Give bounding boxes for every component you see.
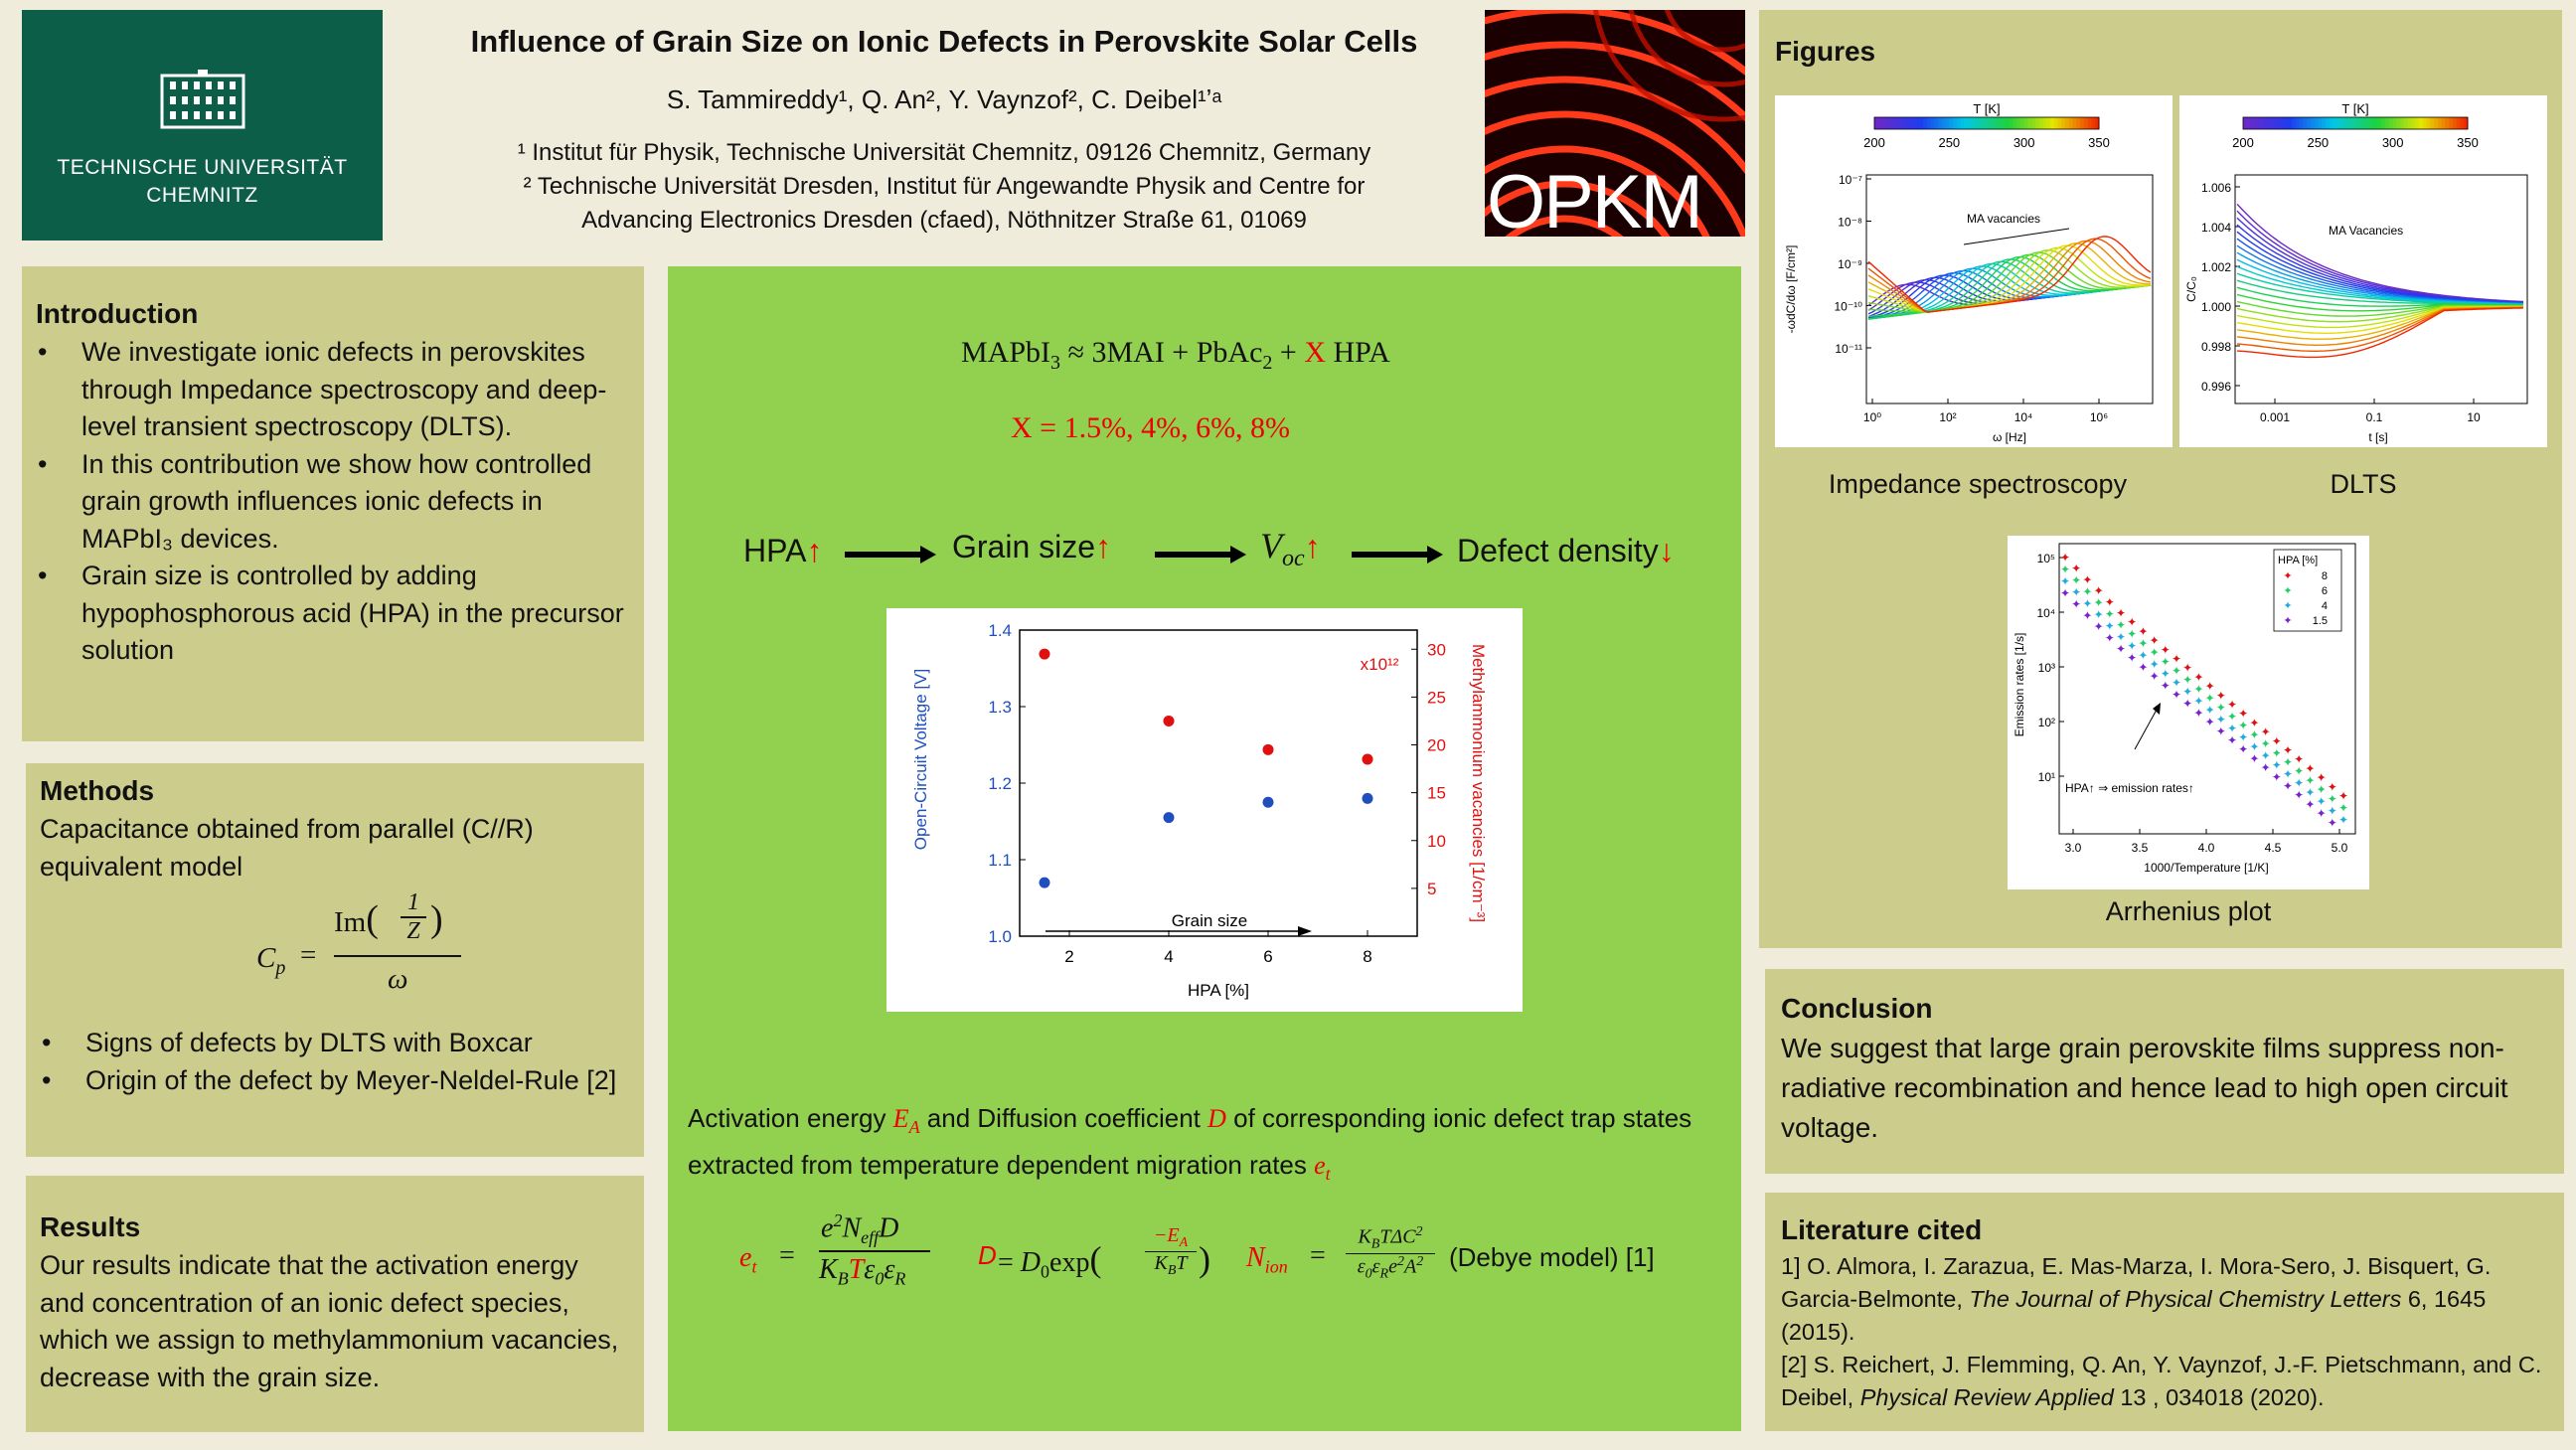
arrhenius-point: ✦ (2271, 757, 2282, 772)
arrhenius-annotation-arrow (2135, 710, 2157, 749)
impedance-ytick: 10⁻¹¹ (1835, 342, 1862, 356)
dlts-ytick: 1.006 (2200, 181, 2231, 195)
arrhenius-point: ✦ (2059, 563, 2071, 576)
affiliation-1: ¹ Institut für Physik, Technische Universität Chemnitz, 09126 Chemnitz, Germany (517, 139, 1371, 166)
affiliation-3: Advancing Electronics Dresden (cfaed), Nöthnitzer Straße 61, 01069 (581, 207, 1307, 234)
arrhenius-ytick: 10⁴ (2036, 606, 2055, 620)
impedance-xtick: 10⁶ (2089, 410, 2109, 424)
arrhenius-point: ✦ (2082, 596, 2093, 611)
voc-axis-label: Open-Circuit Voltage [V] (911, 668, 930, 851)
arrhenius-point: ✦ (2127, 615, 2138, 630)
voc-point (1040, 878, 1050, 888)
introduction-heading: Introduction (36, 298, 199, 329)
arrhenius-point: ✦ (2215, 688, 2226, 703)
arrhenius-point: ✦ (2149, 657, 2160, 672)
dlts-ylabel: C/C₀ (2184, 276, 2198, 302)
vacancy-tick-label: 20 (1427, 735, 1446, 755)
vacancy-point (1363, 753, 1373, 764)
dlts-ytick: 1.000 (2200, 300, 2231, 314)
arrhenius-point: ✦ (2327, 779, 2337, 794)
impedance-xtick: 10⁰ (1862, 410, 1882, 424)
arrhenius-ytick: 10⁵ (2036, 552, 2055, 565)
grain-size-arrowhead (1298, 926, 1312, 936)
arrhenius-point: ✦ (2294, 788, 2305, 803)
flow-voc: $V_{oc}↑$ (1260, 526, 1321, 572)
voc-tick-label: 1.0 (988, 927, 1012, 946)
dlts-xtick: 10 (2467, 410, 2481, 424)
arrhenius-point: ✦ (2238, 707, 2249, 722)
arrhenius-point: ✦ (2238, 730, 2249, 745)
colorbar-title: T [K] (1973, 101, 2001, 116)
formula-numerator: Im( (334, 898, 379, 940)
impedance-colorbar (1863, 101, 2110, 150)
arrhenius-point: ✦ (2193, 682, 2204, 697)
arrhenius-point: ✦ (2226, 710, 2238, 724)
arrhenius-point: ✦ (2305, 797, 2316, 812)
arrhenius-point: ✦ (2138, 648, 2149, 663)
impedance-xlabel: ω [Hz] (1992, 430, 2027, 444)
reaction-equation: MAPbI$_3$ ≈ 3MAI + PbAc$_2$ + X HPA (961, 336, 1390, 374)
impedance-ytick: 10⁻¹⁰ (1834, 299, 1862, 314)
voc-vacancy-svg (886, 608, 1523, 1012)
arrhenius-point: ✦ (2249, 727, 2260, 742)
arrhenius-annotation: HPA↑ ⇒ emission rates↑ (2065, 781, 2194, 795)
arrhenius-point: ✦ (2260, 748, 2271, 763)
vacancy-point (1164, 716, 1175, 726)
arrhenius-point: ✦ (2138, 624, 2149, 639)
arrhenius-point: ✦ (2327, 791, 2337, 806)
arrhenius-point: ✦ (2249, 739, 2260, 754)
arrhenius-xtick: 3.5 (2131, 841, 2149, 855)
logo-text-line1: TECHNISCHE UNIVERSITÄT (57, 156, 348, 179)
svg-text:✦: ✦ (2283, 585, 2293, 597)
arrhenius-xtick: 4.0 (2197, 841, 2215, 855)
arrhenius-point: ✦ (2249, 751, 2260, 766)
arrhenius-point: ✦ (2305, 785, 2316, 800)
arrhenius-caption: Arrhenius plot (2105, 896, 2272, 926)
arrhenius-point: ✦ (2104, 606, 2115, 621)
formula-inner-fraction: 1 Z (401, 889, 426, 945)
causal-flow (743, 525, 1737, 584)
results-text: Our results indicate that the activation energy and concentration of an ionic defect species, which we assign to methylammonium vacancies, decrease with the grain size. (40, 1250, 619, 1392)
arrhenius-point: ✦ (2171, 664, 2182, 678)
formula-lhs: $C_p$ (256, 942, 286, 979)
intro-bullet-1: • We investigate ionic defects in perovskites through Impedance spectroscopy and deep-level transient spectroscopy (DLTS). (36, 334, 628, 446)
arrhenius-legend-title: HPA [%] (2278, 555, 2319, 566)
hpa-tick-label: 4 (1164, 947, 1174, 966)
arrhenius-point: ✦ (2316, 782, 2327, 797)
colorbar-tick: 200 (2232, 135, 2254, 150)
voc-point (1263, 797, 1274, 808)
dlts-ytick: 1.002 (2200, 260, 2231, 274)
introduction-list (36, 334, 628, 670)
arrhenius-point: ✦ (2127, 639, 2138, 654)
arrhenius-point: ✦ (2093, 607, 2104, 622)
arrhenius-point: ✦ (2204, 715, 2215, 729)
arrhenius-point: ✦ (2160, 654, 2171, 669)
introduction-panel (22, 266, 644, 741)
arrhenius-point: ✦ (2204, 703, 2215, 718)
flow-arrow-1 (843, 543, 938, 566)
colorbar-tick: 300 (2012, 135, 2035, 150)
arrhenius-ytick: 10¹ (2037, 770, 2055, 784)
grain-size-annotation: Grain size (1171, 911, 1248, 930)
voc-vacancy-chart (886, 608, 1523, 1012)
impedance-ylabel: -ωdC/dω [F/cm²] (1784, 244, 1798, 334)
dlts-annotation: MA Vacancies (2329, 224, 2404, 238)
arrhenius-point: ✦ (2182, 673, 2193, 688)
authors: S. Tammireddy¹, Q. An², Y. Vaynzof², C. Deibel¹ʼᵃ (666, 84, 1222, 114)
literature-heading: Literature cited (1781, 1214, 1983, 1245)
voc-point (1164, 812, 1175, 823)
arrhenius-point: ✦ (2160, 642, 2171, 657)
poster-title: Influence of Grain Size on Ionic Defects in Perovskite Solar Cells (470, 24, 1418, 59)
arrhenius-point: ✦ (2082, 608, 2093, 623)
arrhenius-point: ✦ (2059, 586, 2071, 600)
impedance-ytick: 10⁻⁸ (1838, 215, 1862, 230)
arrhenius-point: ✦ (2282, 767, 2294, 781)
center-panel (668, 266, 1741, 1431)
arrhenius-point: ✦ (2226, 733, 2238, 747)
arrhenius-point: ✦ (2093, 583, 2104, 598)
arrhenius-ylabel: Emission rates [1/s] (2012, 632, 2026, 737)
results-heading: Results (40, 1211, 141, 1242)
impedance-xtick: 10⁴ (2013, 410, 2033, 424)
university-logo (22, 10, 383, 241)
impedance-ytick: 10⁻⁷ (1838, 173, 1862, 187)
arrhenius-legend (2274, 550, 2341, 631)
arrhenius-point: ✦ (2071, 597, 2082, 612)
debye-label: (Debye model) [1] (1449, 1242, 1655, 1272)
voc-tick-label: 1.4 (988, 621, 1012, 640)
reference-1: 1] O. Almora, I. Zarazua, E. Mas-Marza, I. Mora-Sero, J. Bisquert, G. Garcia-Belmonte, The Journal of Physical Chemistry Letters 6, 1645 (2015). (1781, 1253, 2492, 1345)
arrhenius-point: ✦ (2093, 619, 2104, 634)
arrhenius-point: ✦ (2282, 755, 2294, 769)
methods-list (40, 1025, 630, 1099)
arrhenius-point: ✦ (2271, 745, 2282, 760)
reference-2: [2] S. Reichert, J. Flemming, Q. An, Y. Vaynzof, J.-F. Pietschmann, and C. Deibel, Physical Review Applied 13 , 034018 (2020). (1781, 1352, 2542, 1410)
vacancy-unit-label: x10¹² (1360, 655, 1399, 674)
arrhenius-point: ✦ (2316, 770, 2327, 785)
dlts-xtick: 0.001 (2259, 410, 2291, 424)
arrhenius-point: ✦ (2260, 725, 2271, 739)
arrhenius-point: ✦ (2160, 678, 2171, 693)
vacancy-tick-label: 25 (1427, 688, 1446, 708)
vacancy-tick-label: 30 (1427, 640, 1446, 660)
flow-defect-density: Defect density↓ (1457, 533, 1675, 568)
arrhenius-legend-item: 1.5 (2312, 615, 2328, 627)
arrhenius-point: ✦ (2093, 595, 2104, 610)
impedance-caption: Impedance spectroscopy (1828, 469, 2128, 499)
dlts-curve (2237, 204, 2523, 301)
arrhenius-point: ✦ (2171, 688, 2182, 702)
literature-panel (1765, 1193, 2564, 1431)
arrhenius-point: ✦ (2059, 551, 2071, 564)
arrhenius-point: ✦ (2226, 722, 2238, 735)
arrhenius-point: ✦ (2294, 752, 2305, 767)
arrhenius-point: ✦ (2071, 573, 2082, 588)
arrhenius-xtick: 4.5 (2264, 841, 2282, 855)
arrhenius-point: ✦ (2115, 630, 2127, 644)
methods-text: Capacitance obtained from parallel (C//R) equivalent model (40, 814, 534, 882)
arrhenius-point: ✦ (2171, 652, 2182, 666)
flow-arrow-3 (1350, 543, 1445, 566)
figures-panel (1759, 10, 2562, 948)
arrhenius-point: ✦ (2260, 736, 2271, 751)
group-logo (1485, 10, 1745, 237)
arrhenius-point: ✦ (2316, 806, 2327, 821)
methods-bullet-1: • Signs of defects by DLTS with Boxcar (40, 1025, 630, 1062)
arrhenius-point: ✦ (2337, 789, 2349, 803)
vacancy-tick-label: 5 (1427, 879, 1437, 898)
colorbar-tick: 200 (1863, 135, 1885, 150)
arrhenius-point: ✦ (2182, 697, 2193, 712)
impedance-figure (1775, 95, 2173, 447)
arrhenius-point: ✦ (2204, 679, 2215, 694)
arrhenius-point: ✦ (2149, 633, 2160, 648)
group-logo-text: OPKM (1487, 160, 1701, 237)
arrhenius-xtick: 5.0 (2331, 841, 2348, 855)
arrhenius-point: ✦ (2337, 813, 2349, 827)
arrhenius-point: ✦ (2282, 743, 2294, 757)
arrhenius-point: ✦ (2226, 698, 2238, 712)
arrhenius-point: ✦ (2305, 773, 2316, 788)
arrhenius-point: ✦ (2238, 719, 2249, 733)
arrhenius-point: ✦ (2115, 642, 2127, 656)
hpa-tick-label: 8 (1363, 947, 1372, 966)
arrhenius-point: ✦ (2138, 636, 2149, 651)
vacancy-tick-label: 10 (1427, 831, 1446, 851)
arrhenius-point: ✦ (2305, 761, 2316, 776)
vacancy-tick-label: 15 (1427, 783, 1446, 803)
capacitance-formula: $C_p$ = Im( 1 Z ) ω (40, 889, 630, 1025)
arrhenius-legend-item: 6 (2321, 585, 2328, 597)
arrhenius-svg (2008, 536, 2369, 889)
arrhenius-point: ✦ (2115, 618, 2127, 632)
arrhenius-point: ✦ (2082, 584, 2093, 599)
hpa-tick-label: 2 (1064, 947, 1074, 966)
arrhenius-point: ✦ (2115, 606, 2127, 620)
arrhenius-point: ✦ (2082, 572, 2093, 587)
methods-panel (26, 763, 644, 1157)
arrhenius-point: ✦ (2215, 724, 2226, 738)
colorbar-title: T [K] (2341, 101, 2369, 116)
arrhenius-point: ✦ (2182, 661, 2193, 676)
arrhenius-point: ✦ (2271, 769, 2282, 784)
vacancy-point (1040, 649, 1050, 660)
dlts-curve (2237, 308, 2523, 358)
arrhenius-point: ✦ (2071, 562, 2082, 576)
voc-tick-label: 1.3 (988, 698, 1012, 717)
vacancy-point (1263, 744, 1274, 755)
svg-text:✦: ✦ (2283, 570, 2293, 582)
voc-tick-label: 1.2 (988, 774, 1012, 793)
impedance-svg (1775, 95, 2173, 447)
svg-text:✦: ✦ (2283, 615, 2293, 627)
rate-equations: $e_t$ = $e^2N_{eff}D$ $K_BT\varepsilon_0\varepsilon_R$ D = $D_0\exp$( $-E_A$ $K_BT$ ) $N_{ion}$ = $K_BT\Delta C^2$ $\varepsilon_0\varepsilon_Re^2A^2$ (Debye model) [1] (739, 1210, 1655, 1289)
svg-text:✦: ✦ (2283, 600, 2293, 612)
dlts-svg (2179, 95, 2547, 447)
arrhenius-point: ✦ (2071, 585, 2082, 600)
arrhenius-ytick: 10³ (2037, 661, 2055, 675)
arrhenius-point: ✦ (2193, 670, 2204, 685)
arrhenius-point: ✦ (2215, 700, 2226, 715)
arrhenius-point: ✦ (2193, 706, 2204, 721)
results-panel (26, 1176, 644, 1432)
affiliation-2: ² Technische Universität Dresden, Institut für Angewandte Physik and Centre for (523, 173, 1366, 200)
arrhenius-point: ✦ (2327, 815, 2337, 830)
arrhenius-point: ✦ (2316, 794, 2327, 809)
arrhenius-point: ✦ (2138, 660, 2149, 675)
university-building-icon (160, 70, 245, 129)
arrhenius-point: ✦ (2182, 685, 2193, 700)
arrhenius-point: ✦ (2127, 627, 2138, 642)
fraction-bar (334, 955, 461, 957)
arrhenius-xtick: 3.0 (2064, 841, 2082, 855)
dlts-figure (2179, 95, 2547, 447)
impedance-xtick: 10² (1939, 410, 1957, 424)
arrhenius-point: ✦ (2171, 676, 2182, 690)
voc-point (1363, 793, 1373, 804)
arrhenius-point: ✦ (2104, 630, 2115, 645)
arrhenius-point: ✦ (2204, 691, 2215, 706)
colorbar-tick: 300 (2381, 135, 2404, 150)
hpa-axis-label: HPA [%] (1187, 981, 1250, 1000)
arrhenius-point: ✦ (2149, 645, 2160, 660)
formula-denominator: ω (388, 963, 408, 995)
colorbar-tick: 350 (2088, 135, 2110, 150)
intro-bullet-2: • In this contribution we show how controlled grain growth influences ionic defects in MAPbI₃ devices. (36, 446, 628, 559)
dlts-colorbar (2232, 101, 2479, 150)
arrhenius-point: ✦ (2193, 694, 2204, 709)
dlts-ytick: 0.998 (2200, 340, 2231, 354)
hpa-tick-label: 6 (1263, 947, 1273, 966)
arrhenius-legend-item: 4 (2321, 600, 2328, 612)
conclusion-text: We suggest that large grain perovskite films suppress non-radiative recombination and hence lead to high open circuit voltage. (1781, 1033, 2508, 1143)
intro-bullet-3: • Grain size is controlled by adding hypophosphorous acid (HPA) in the precursor solution (36, 558, 628, 670)
flow-grain-size: Grain size↑ (952, 529, 1112, 564)
logo-text-line2: CHEMNITZ (146, 184, 258, 207)
methods-bullet-2: • Origin of the defect by Meyer-Neldel-Rule [2] (40, 1062, 630, 1100)
arrhenius-point: ✦ (2294, 764, 2305, 779)
methods-heading: Methods (40, 775, 155, 806)
arrhenius-legend-item: 8 (2321, 570, 2328, 582)
impedance-annotation: MA vacancies (1966, 212, 2041, 226)
dlts-xlabel: t [s] (2368, 430, 2388, 444)
arrhenius-point: ✦ (2160, 666, 2171, 681)
dlts-ytick: 1.004 (2200, 221, 2231, 235)
arrhenius-ytick: 10² (2037, 716, 2055, 729)
arrhenius-point: ✦ (2327, 803, 2337, 818)
impedance-annotation-arrow (1964, 229, 2069, 244)
dlts-caption: DLTS (2330, 469, 2397, 499)
arrhenius-point: ✦ (2127, 651, 2138, 666)
dlts-xtick: 0.1 (2365, 410, 2383, 424)
conclusion-panel (1765, 969, 2564, 1174)
arrhenius-xlabel: 1000/Temperature [1/K] (2144, 861, 2269, 875)
arrhenius-point: ✦ (2282, 779, 2294, 793)
flow-arrow-2 (1153, 543, 1248, 566)
figures-heading: Figures (1775, 36, 1876, 67)
arrhenius-point: ✦ (2238, 742, 2249, 757)
voc-tick-label: 1.1 (988, 851, 1012, 870)
vacancy-axis-label: Methylammonium vacancies [1/cm⁻³] (1469, 643, 1488, 923)
arrhenius-point: ✦ (2104, 618, 2115, 633)
flow-hpa: HPA↑ (743, 533, 823, 568)
activation-text: Activation energy $E_A$ and Diffusion coefficient D of corresponding ionic defect trap states extracted from temperature dependent migration rates $e_t$ (688, 1103, 1692, 1185)
arrhenius-point: ✦ (2337, 801, 2349, 815)
arrhenius-point: ✦ (2249, 716, 2260, 730)
arrhenius-point: ✦ (2260, 760, 2271, 775)
impedance-curves (1868, 237, 2151, 319)
arrhenius-figure (2008, 536, 2369, 889)
arrhenius-point: ✦ (2271, 733, 2282, 748)
affiliations (417, 136, 1471, 238)
conclusion-heading: Conclusion (1781, 993, 1933, 1024)
arrhenius-point: ✦ (2059, 574, 2071, 588)
colorbar-tick: 250 (2307, 135, 2330, 150)
colorbar-tick: 350 (2457, 135, 2479, 150)
hpa-concentrations: X = 1.5%, 4%, 6%, 8% (1011, 411, 1291, 444)
impedance-ytick: 10⁻⁹ (1838, 257, 1862, 271)
arrhenius-point: ✦ (2104, 594, 2115, 609)
arrhenius-point: ✦ (2294, 776, 2305, 791)
colorbar-tick: 250 (1938, 135, 1961, 150)
arrhenius-point: ✦ (2149, 669, 2160, 684)
arrhenius-point: ✦ (2215, 712, 2226, 726)
dlts-ytick: 0.996 (2200, 380, 2231, 394)
